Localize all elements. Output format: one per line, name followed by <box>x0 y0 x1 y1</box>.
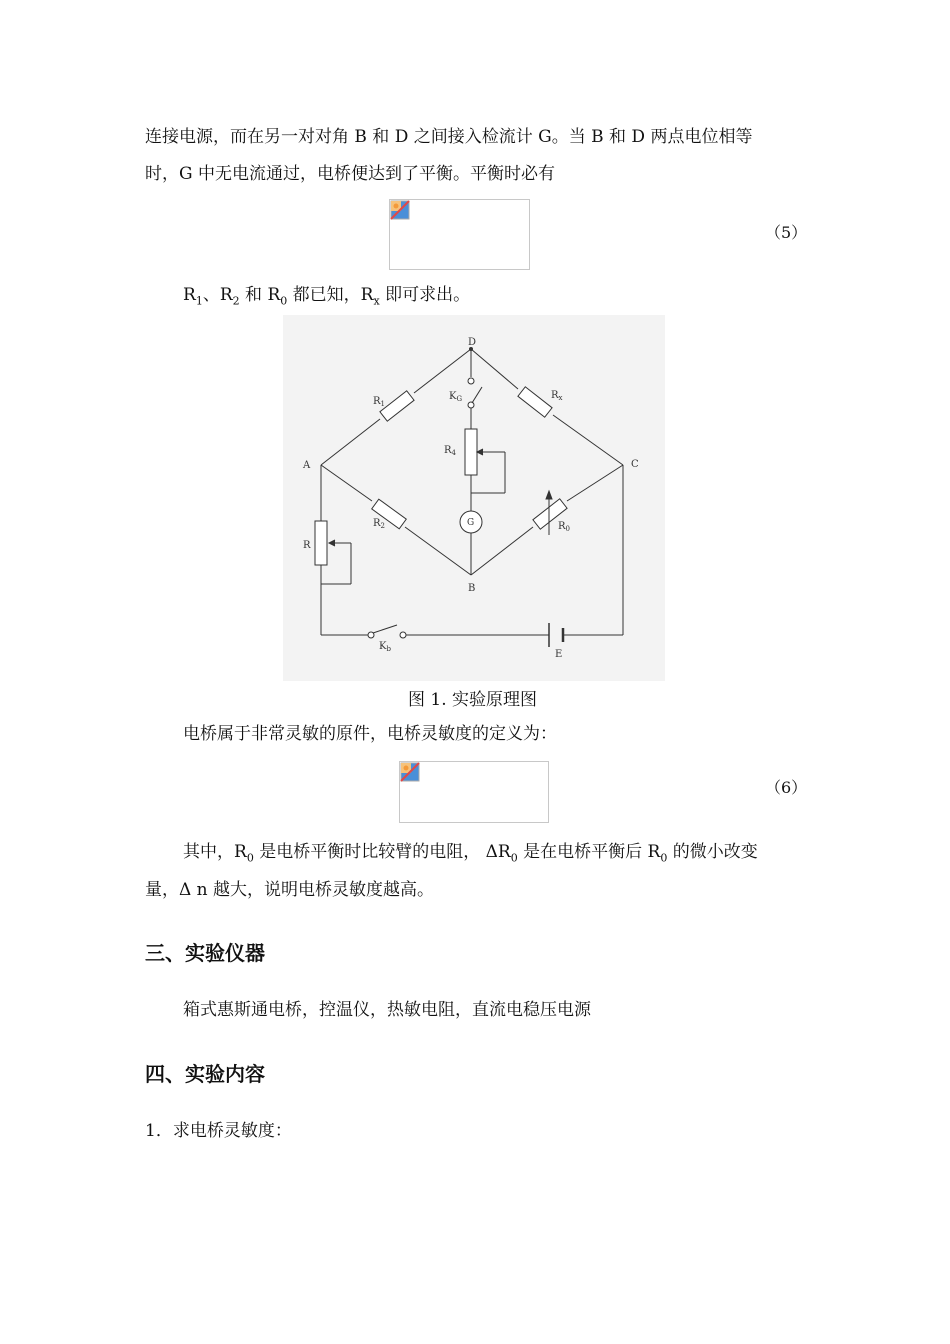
paragraph-line: 箱式惠斯通电桥，控温仪，热敏电阻，直流电稳压电源 <box>183 1000 591 1020</box>
node-label-c: C <box>631 459 639 470</box>
paragraph-line: 电桥属于非常灵敏的原件，电桥灵敏度的定义为： <box>183 724 557 744</box>
label-rx: $R_x$ <box>551 390 563 402</box>
figure-caption: 图 1. 实验原理图 <box>408 690 538 710</box>
switch-kb <box>368 625 406 638</box>
label-r2: $R_2$ <box>373 518 385 530</box>
broken-image-icon <box>400 762 420 782</box>
resistor-r1 <box>380 391 414 421</box>
label-r1: $R_1$ <box>373 396 385 408</box>
resistor-rx <box>518 387 552 417</box>
paragraph-line: 连接电源，而在另一对对角 B 和 D 之间接入检流计 G。当 B 和 D 两点电位相等 <box>145 127 753 147</box>
resistor-r4 <box>465 429 477 475</box>
node-label-a: A <box>303 460 311 471</box>
label-r0: $R_0$ <box>558 521 570 533</box>
paragraph-line: 量，Δ n 越大，说明电桥灵敏度越高。 <box>145 880 435 900</box>
node-label-d: D <box>468 337 477 348</box>
label-r4: $R_4$ <box>444 445 456 457</box>
section-heading: 四、实验内容 <box>145 1062 265 1086</box>
wire-a-r1 <box>321 419 380 465</box>
paragraph-line: $R_1$、$R_2$ 和 $R_0$ 都已知，$R_x$ 即可求出。 <box>183 285 471 308</box>
label-g: G <box>467 518 475 528</box>
wheatstone-bridge-diagram <box>283 315 665 681</box>
node-label-b: B <box>468 583 476 594</box>
label-kb: $K_b$ <box>379 641 391 653</box>
switch-kg <box>468 378 482 408</box>
broken-image-icon <box>390 200 410 220</box>
paragraph-line: 时，G 中无电流通过，电桥便达到了平衡。平衡时必有 <box>145 164 555 184</box>
resistor-r <box>315 521 327 565</box>
section-heading: 三、实验仪器 <box>145 941 265 965</box>
paragraph-line: 其中，$R_0$ 是电桥平衡时比较臂的电阻， $\Delta R_0$ 是在电桥平衡后 $R_0$ 的微小改变 <box>183 842 758 865</box>
equation-image-6 <box>399 761 549 823</box>
equation-number: （6） <box>765 778 808 797</box>
label-kg: $K_G$ <box>449 391 463 403</box>
list-item: 1．求电桥灵敏度： <box>145 1121 292 1141</box>
label-e: E <box>555 649 563 660</box>
battery-e <box>549 623 563 647</box>
label-r: R <box>303 540 311 551</box>
equation-number: （5） <box>765 223 808 242</box>
equation-image-5 <box>389 199 530 270</box>
